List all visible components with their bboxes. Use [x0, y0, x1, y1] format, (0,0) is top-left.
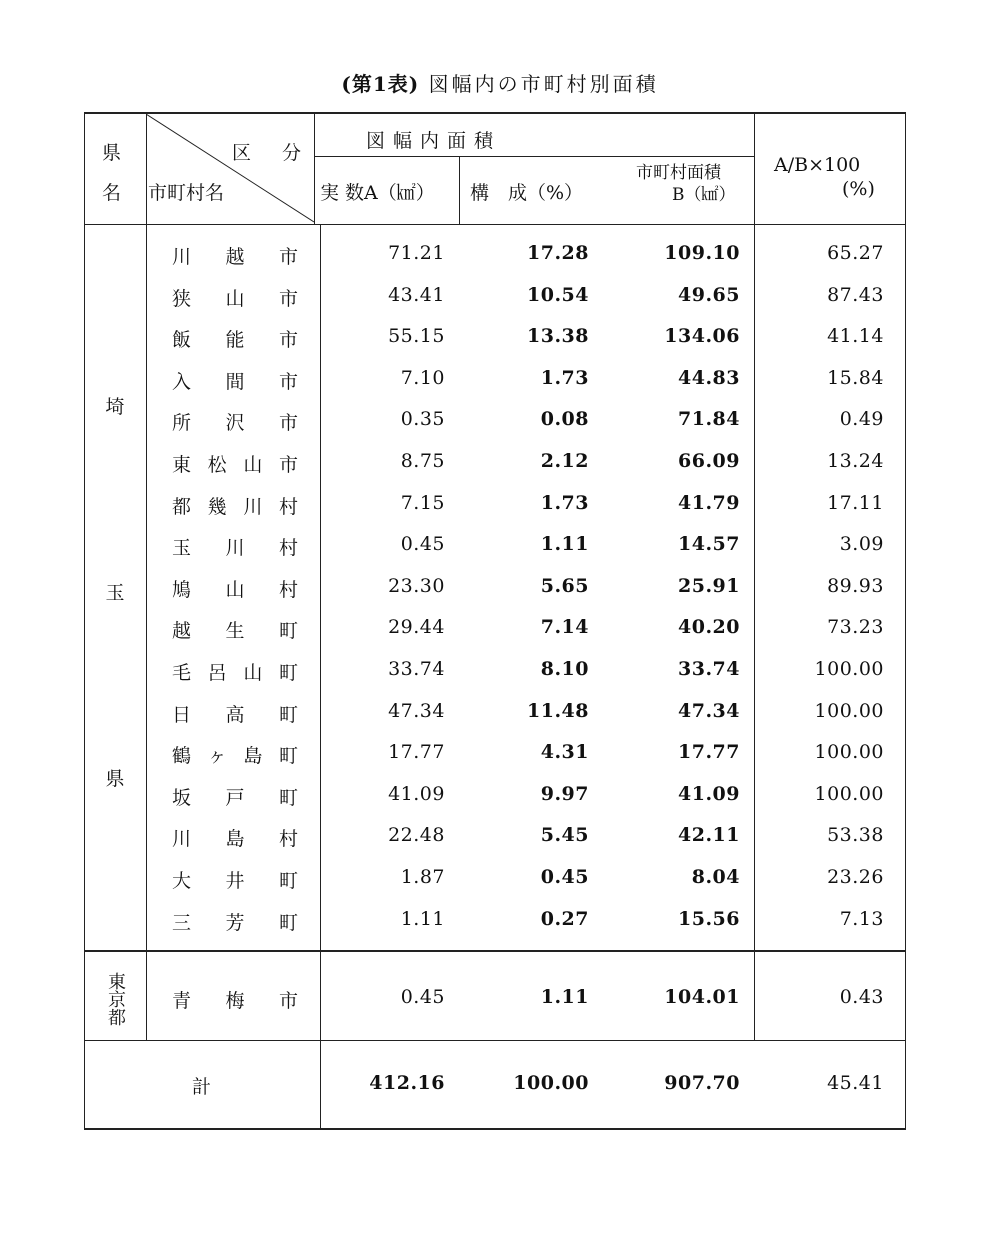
actual-value: 47.34 — [388, 700, 445, 722]
actual-value: 22.48 — [388, 824, 445, 846]
composition-value: 0.27 — [540, 908, 589, 930]
actual-value: 23.30 — [388, 575, 445, 597]
muni-area-value: 109.10 — [664, 242, 740, 264]
composition-value: 1.73 — [540, 492, 589, 514]
pref-label-bottom: 名 — [102, 182, 122, 204]
muni-area-value: 44.83 — [678, 367, 740, 389]
muni-name: 東 松 山 市 — [172, 454, 298, 476]
muni-name: 都 幾 川 村 — [172, 496, 298, 518]
ratio-value: 87.43 — [827, 284, 884, 306]
ratio-value: 65.27 — [827, 242, 884, 264]
muni-area-value: 14.57 — [678, 533, 740, 555]
table-title — [0, 68, 1000, 97]
header-diagonal — [146, 112, 314, 224]
pref-saitama-char-1: 埼 — [105, 396, 125, 418]
muni-area-label: 市町村面積 — [636, 163, 721, 183]
composition-value: 13.38 — [527, 325, 589, 347]
composition-value: 4.31 — [540, 741, 589, 763]
header-comp-divider — [459, 156, 460, 224]
actual-value: 0.45 — [400, 533, 445, 555]
muni-area-value: 8.04 — [691, 866, 740, 888]
tokyo-ratio-divider — [754, 950, 755, 1040]
header-muni-divider — [314, 112, 315, 224]
ratio-value: 100.00 — [814, 700, 884, 722]
actual-value: 0.35 — [400, 408, 445, 430]
muni-area-value: 33.74 — [678, 658, 740, 680]
ratio-value: 13.24 — [827, 450, 884, 472]
muni-name: 入 間 市 — [172, 371, 298, 393]
ratio-value: 7.13 — [839, 908, 884, 930]
municipality-label: 市町村名 — [148, 182, 225, 204]
table-number: (第1表) — [341, 72, 420, 96]
muni-name: 鶴 ヶ 島 町 — [172, 745, 298, 767]
total-actual: 412.16 — [369, 1072, 445, 1094]
tokyo-muni-area: 104.01 — [664, 986, 740, 1008]
muni-area-value: 47.34 — [678, 700, 740, 722]
total-composition: 100.00 — [513, 1072, 589, 1094]
tokyo-ratio: 0.43 — [839, 986, 884, 1008]
tokyo-actual: 0.45 — [400, 986, 445, 1008]
muni-area-unit: B（㎢） — [672, 185, 736, 205]
muni-name: 狭 山 市 — [172, 288, 298, 310]
actual-value: 8.75 — [400, 450, 445, 472]
composition-value: 8.10 — [540, 658, 589, 680]
composition-value: 1.73 — [540, 367, 589, 389]
pref-label-top: 県 — [102, 142, 122, 164]
area-subheader-line — [314, 156, 754, 157]
muni-name: 毛 呂 山 町 — [172, 662, 298, 684]
total-muni-area: 907.70 — [664, 1072, 740, 1094]
muni-area-value: 41.09 — [678, 783, 740, 805]
muni-area-value: 40.20 — [678, 616, 740, 638]
muni-area-value: 41.79 — [678, 492, 740, 514]
ratio-value: 15.84 — [827, 367, 884, 389]
muni-name: 坂 戸 町 — [172, 787, 298, 809]
muni-name: 日 高 町 — [172, 704, 298, 726]
pref-tokyo: 東京都 — [105, 972, 126, 1026]
muni-area-value: 49.65 — [678, 284, 740, 306]
tokyo-muni-name: 青 梅 市 — [172, 990, 298, 1012]
actual-value: 29.44 — [388, 616, 445, 638]
actual-value: 7.10 — [400, 367, 445, 389]
muni-area-value: 71.84 — [678, 408, 740, 430]
composition-value: 2.12 — [540, 450, 589, 472]
ratio-value: 89.93 — [827, 575, 884, 597]
muni-area-value: 134.06 — [664, 325, 740, 347]
actual-value: 1.11 — [400, 908, 445, 930]
saitama-bottom-line — [84, 950, 906, 952]
actual-value: 55.15 — [388, 325, 445, 347]
composition-value: 1.11 — [540, 533, 589, 555]
total-label: 計 — [192, 1076, 212, 1098]
muni-area-value: 15.56 — [678, 908, 740, 930]
composition-value: 10.54 — [527, 284, 589, 306]
total-ratio: 45.41 — [827, 1072, 884, 1094]
muni-name: 三 芳 町 — [172, 912, 298, 934]
actual-value: 17.77 — [388, 741, 445, 763]
muni-area-value: 25.91 — [678, 575, 740, 597]
ratio-value: 73.23 — [827, 616, 884, 638]
composition-value: 11.48 — [527, 700, 589, 722]
body-pref-divider — [146, 224, 147, 950]
muni-name: 越 生 町 — [172, 620, 298, 642]
table-bottom-border — [84, 1128, 906, 1130]
actual-value: 7.15 — [400, 492, 445, 514]
muni-name: 大 井 町 — [172, 870, 298, 892]
muni-name: 玉 川 村 — [172, 537, 298, 559]
ratio-value: 41.14 — [827, 325, 884, 347]
composition-value: 5.65 — [540, 575, 589, 597]
ratio-unit: (%) — [842, 178, 875, 200]
muni-area-value: 17.77 — [678, 741, 740, 763]
composition-value: 17.28 — [527, 242, 589, 264]
actual-value: 71.21 — [388, 242, 445, 264]
actual-label: 実 数A（㎢） — [320, 182, 435, 204]
ratio-value: 17.11 — [827, 492, 884, 514]
header-ratio-divider — [754, 112, 755, 224]
actual-value: 41.09 — [388, 783, 445, 805]
actual-value: 33.74 — [388, 658, 445, 680]
kubun-label: 区 分 — [232, 142, 308, 164]
header-bottom-line — [84, 224, 906, 225]
tokyo-composition: 1.11 — [540, 986, 589, 1008]
muni-area-value: 42.11 — [678, 824, 740, 846]
actual-value: 43.41 — [388, 284, 445, 306]
composition-value: 0.45 — [540, 866, 589, 888]
composition-label: 構 成（%） — [470, 182, 584, 204]
ratio-label: A/B×100 — [774, 154, 861, 176]
ratio-value: 100.00 — [814, 658, 884, 680]
muni-name: 川 島 村 — [172, 828, 298, 850]
body-ratio-divider — [754, 224, 755, 950]
area-table — [84, 112, 906, 1130]
actual-value: 1.87 — [400, 866, 445, 888]
composition-value: 0.08 — [540, 408, 589, 430]
muni-name: 川 越 市 — [172, 246, 298, 268]
muni-name: 所 沢 市 — [172, 412, 298, 434]
ratio-value: 100.00 — [814, 783, 884, 805]
composition-value: 7.14 — [540, 616, 589, 638]
ratio-value: 53.38 — [827, 824, 884, 846]
table-caption: 図幅内の市町村別面積 — [428, 72, 659, 96]
ratio-value: 100.00 — [814, 741, 884, 763]
composition-value: 5.45 — [540, 824, 589, 846]
table-right-border — [905, 112, 906, 1130]
ratio-value: 0.49 — [839, 408, 884, 430]
area-in-map-label: 図幅内面積 — [366, 130, 502, 152]
muni-name: 飯 能 市 — [172, 329, 298, 351]
tokyo-bottom-line — [84, 1040, 906, 1041]
composition-value: 9.97 — [540, 783, 589, 805]
tokyo-pref-divider — [146, 950, 147, 1040]
muni-area-value: 66.09 — [678, 450, 740, 472]
muni-name: 鳩 山 村 — [172, 579, 298, 601]
pref-saitama-char-2: 玉 — [105, 582, 125, 604]
pref-saitama-char-3: 県 — [105, 768, 125, 790]
ratio-value: 23.26 — [827, 866, 884, 888]
ratio-value: 3.09 — [839, 533, 884, 555]
